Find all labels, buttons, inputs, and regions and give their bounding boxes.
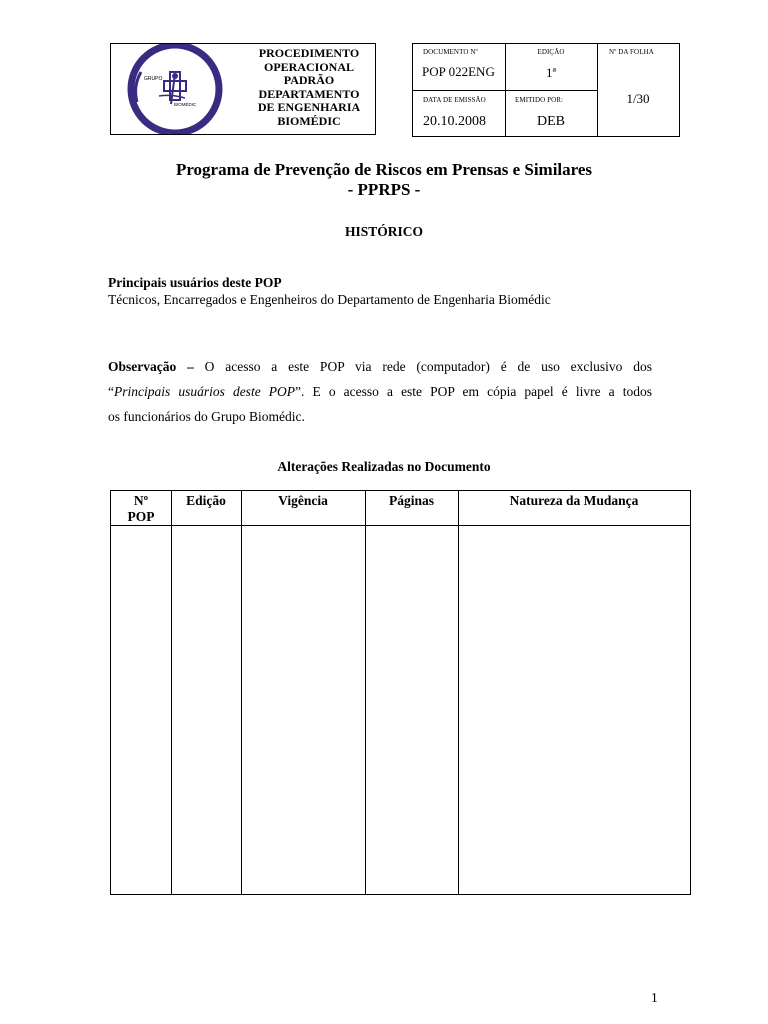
column-header-edicao: Edição <box>186 493 226 508</box>
usuarios-reference: Principais usuários deste POP <box>114 384 296 399</box>
info-divider <box>597 44 598 136</box>
documento-label: DOCUMENTO Nº <box>423 48 478 56</box>
header-logo-box <box>110 43 376 135</box>
logo-top-text: GRUPO <box>144 76 163 82</box>
procedure-title-line: PROCEDIMENTO <box>258 46 360 60</box>
procedure-title-line: DE ENGENHARIA <box>257 100 361 115</box>
observacao-text: ”. E o acesso a este POP em cópia papel é livre a todos <box>295 384 652 399</box>
data-emissao-label: DATA DE EMISSÃO <box>423 96 486 104</box>
procedure-title <box>245 47 373 129</box>
column-divider <box>365 491 366 894</box>
page-number: 1 <box>651 990 658 1005</box>
observacao-label: Observação – <box>108 359 194 374</box>
observacao-text: O acesso a este POP via rede (computador) é de uso exclusivo dos <box>204 359 652 374</box>
column-header-natureza: Natureza da Mudança <box>509 493 639 508</box>
document-title-line2: - PPRPS - <box>347 180 421 199</box>
usuarios-text: Técnicos, Encarregados e Engenheiros do Departamento de Engenharia Biomédic <box>108 292 551 307</box>
procedure-title-line: PADRÃO <box>283 73 335 88</box>
edicao-value: 1ª <box>545 65 557 80</box>
observacao-line <box>108 354 652 379</box>
observacao-line <box>108 379 652 404</box>
info-divider <box>413 90 597 91</box>
procedure-title-line: BIOMÉDIC <box>277 113 341 128</box>
document-title-line1: Programa de Prevenção de Riscos em Prensas e Similares <box>175 160 593 179</box>
emitido-por-value: DEB <box>537 114 565 129</box>
observacao-paragraph <box>108 354 652 429</box>
document-info-table <box>412 43 680 137</box>
data-emissao-value: 20.10.2008 <box>423 114 486 129</box>
changes-table <box>110 490 691 895</box>
company-logo <box>111 44 241 134</box>
column-header-vigencia: Vigência <box>278 493 328 508</box>
column-header-paginas: Páginas <box>388 493 434 508</box>
documento-value: POP 022ENG <box>422 64 495 79</box>
column-divider <box>171 491 172 894</box>
logo-side-text: BIOMÉDIC <box>174 102 197 107</box>
folha-label: Nº DA FOLHA <box>609 48 654 56</box>
document-title <box>0 160 768 200</box>
procedure-title-line: OPERACIONAL <box>263 59 354 74</box>
procedure-title-line: DEPARTAMENTO <box>258 86 360 101</box>
column-header-no-pop: Nº POP <box>127 493 155 524</box>
usuarios-heading: Principais usuários deste POP <box>108 275 282 290</box>
header-divider <box>111 525 690 526</box>
edicao-label: EDIÇÃO <box>537 48 565 56</box>
historico-heading: HISTÓRICO <box>344 224 424 239</box>
changes-heading: Alterações Realizadas no Documento <box>277 459 491 474</box>
column-divider <box>241 491 242 894</box>
emitido-por-label: EMITIDO POR: <box>515 96 564 104</box>
folha-value: 1/30 <box>626 91 650 106</box>
observacao-line: os funcionários do Grupo Biomédic. <box>108 409 305 424</box>
open-quote: “ <box>108 384 114 399</box>
column-divider <box>458 491 459 894</box>
